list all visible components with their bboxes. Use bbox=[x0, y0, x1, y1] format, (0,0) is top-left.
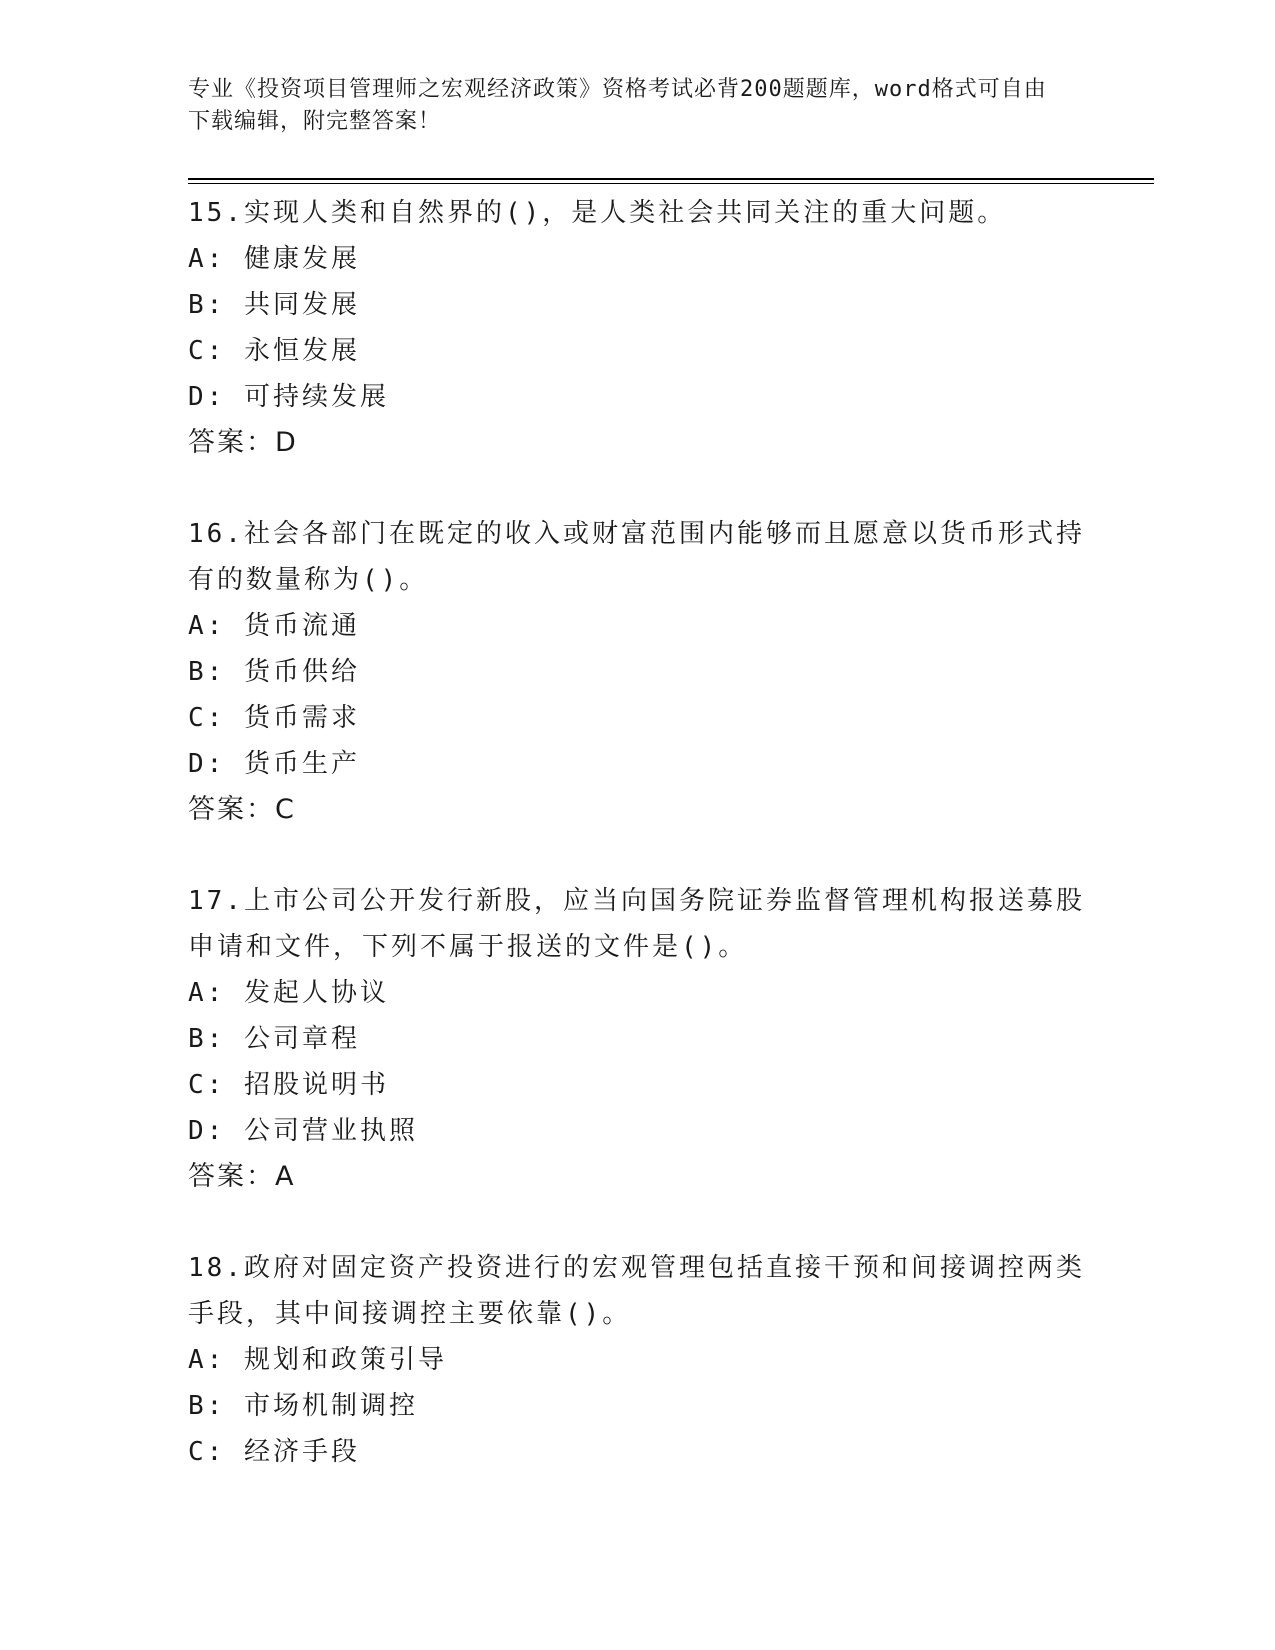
option-b: B: 货币供给 bbox=[188, 657, 360, 687]
option-a: A: 货币流通 bbox=[188, 611, 360, 641]
option-d: D: 公司营业执照 bbox=[188, 1116, 418, 1146]
question-18 bbox=[188, 1245, 1088, 1475]
option-d: D: 可持续发展 bbox=[188, 382, 389, 412]
option-c: C: 招股说明书 bbox=[188, 1070, 389, 1100]
option-c: C: 永恒发展 bbox=[188, 336, 360, 366]
option-b: B: 市场机制调控 bbox=[188, 1391, 418, 1421]
question-stem: 18.政府对固定资产投资进行的宏观管理包括直接干预和间接调控两类手段，其中间接调控主要依靠()。 bbox=[188, 1253, 1085, 1329]
option-a: A: 规划和政策引导 bbox=[188, 1345, 447, 1375]
header-divider-thick bbox=[188, 178, 1154, 180]
document-header: 专业《投资项目管理师之宏观经济政策》资格考试必背200题题库，word格式可自由下载编辑，附完整答案！ bbox=[188, 77, 1047, 134]
question-stem: 17.上市公司公开发行新股，应当向国务院证券监督管理机构报送募股申请和文件，下列不属于报送的文件是()。 bbox=[188, 886, 1085, 962]
answer-line: 答案：C bbox=[188, 794, 296, 825]
answer-line: 答案：A bbox=[188, 1161, 296, 1192]
header-divider-thin bbox=[188, 183, 1154, 184]
question-stem: 15.实现人类和自然界的()，是人类社会共同关注的重大问题。 bbox=[188, 198, 1007, 228]
question-list bbox=[188, 190, 1088, 1520]
option-c: C: 经济手段 bbox=[188, 1437, 360, 1467]
option-c: C: 货币需求 bbox=[188, 703, 360, 733]
option-a: A: 发起人协议 bbox=[188, 978, 389, 1008]
question-15 bbox=[188, 190, 1088, 466]
question-17 bbox=[188, 878, 1088, 1200]
option-a: A: 健康发展 bbox=[188, 244, 360, 274]
option-b: B: 共同发展 bbox=[188, 290, 360, 320]
option-d: D: 货币生产 bbox=[188, 749, 360, 779]
question-stem: 16.社会各部门在既定的收入或财富范围内能够而且愿意以货币形式持有的数量称为()。 bbox=[188, 519, 1085, 595]
option-b: B: 公司章程 bbox=[188, 1024, 360, 1054]
question-16 bbox=[188, 511, 1088, 833]
answer-line: 答案：D bbox=[188, 427, 298, 458]
